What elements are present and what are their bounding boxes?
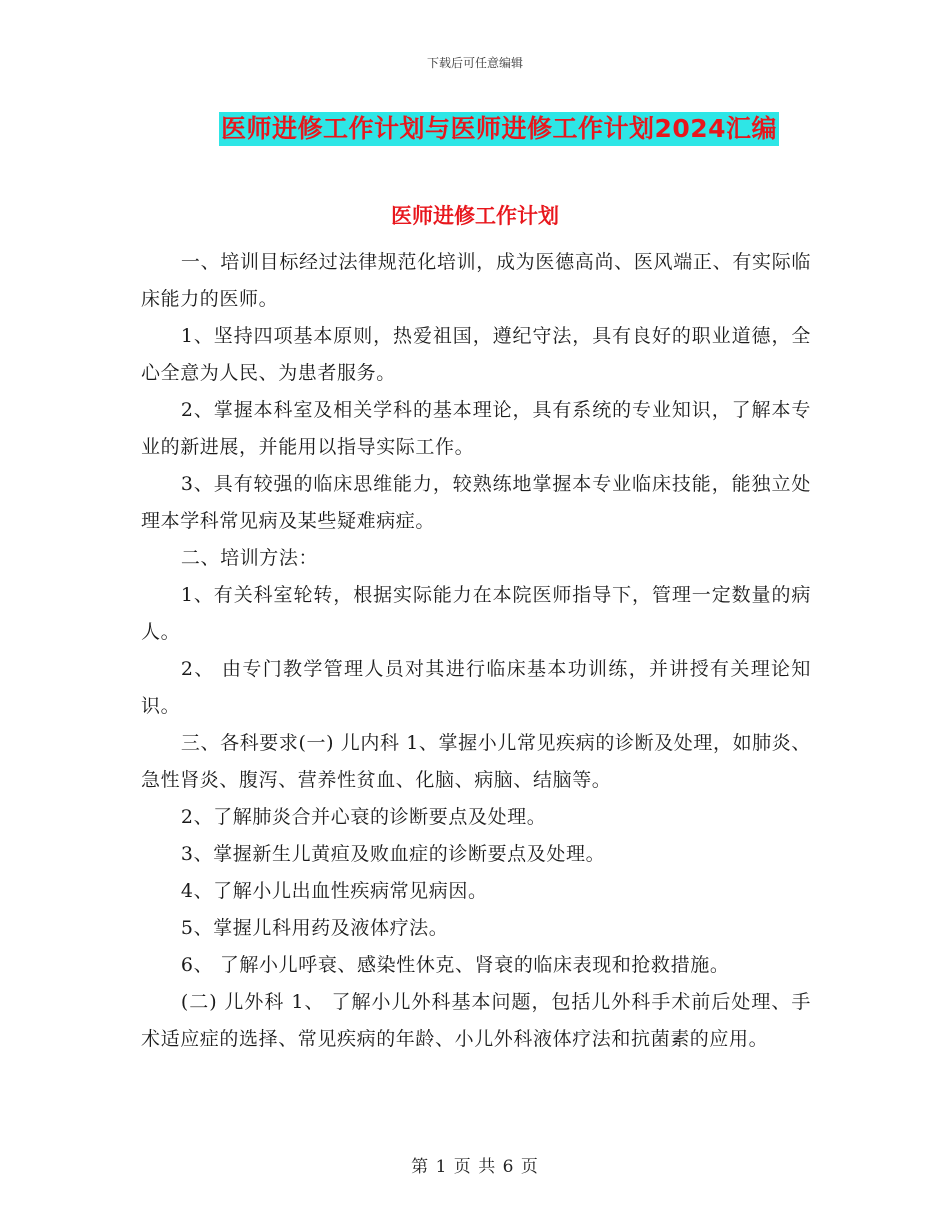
paragraph: 3、具有较强的临床思维能力，较熟练地掌握本专业临床技能，能独立处理本学科常见病及某些疑难病症。 [141,473,811,532]
paragraph: 3、掌握新生儿黄疸及败血症的诊断要点及处理。 [180,843,606,865]
document-title: 医师进修工作计划与医师进修工作计划2024汇编 [219,112,779,146]
paragraph: 2、了解肺炎合并心衰的诊断要点及处理。 [180,806,547,828]
page-footer: 第 1 页 共 6 页 [411,1157,539,1177]
paragraph: 二、培训方法： [180,547,319,569]
paragraph: 2、掌握本科室及相关学科的基本理论，具有系统的专业知识，了解本专业的新进展，并能用以指导实际工作。 [141,399,811,458]
paragraph: 4、了解小儿出血性疾病常见病因。 [180,880,488,902]
header-note: 下载后可任意编辑 [426,56,523,70]
document-body [141,244,811,1058]
paragraph: 5、掌握儿科用药及液体疗法。 [180,917,449,939]
section-title: 医师进修工作计划 [391,204,559,228]
paragraph: 三、各科要求(一) 儿内科 1、掌握小儿常见疾病的诊断及处理，如肺炎、急性肾炎、腹泻、营养性贫血、化脑、病脑、结脑等。 [141,732,811,791]
paragraph: 1、有关科室轮转，根据实际能力在本院医师指导下，管理一定数量的病人。 [141,584,811,643]
paragraph: 一、培训目标经过法律规范化培训，成为医德高尚、医风端正、有实际临床能力的医师。 [141,251,811,310]
document-title-container [0,112,950,146]
paragraph: (二) 儿外科 1、 了解小儿外科基本问题，包括儿外科手术前后处理、手术适应症的选择、常见疾病的年龄、小儿外科液体疗法和抗菌素的应用。 [141,991,811,1050]
paragraph: 1、坚持四项基本原则，热爱祖国，遵纪守法，具有良好的职业道德，全心全意为人民、为患者服务。 [141,325,811,384]
paragraph: 2、 由专门教学管理人员对其进行临床基本功训练，并讲授有关理论知识。 [141,658,811,717]
paragraph: 6、 了解小儿呼衰、感染性休克、肾衰的临床表现和抢救措施。 [180,954,730,976]
